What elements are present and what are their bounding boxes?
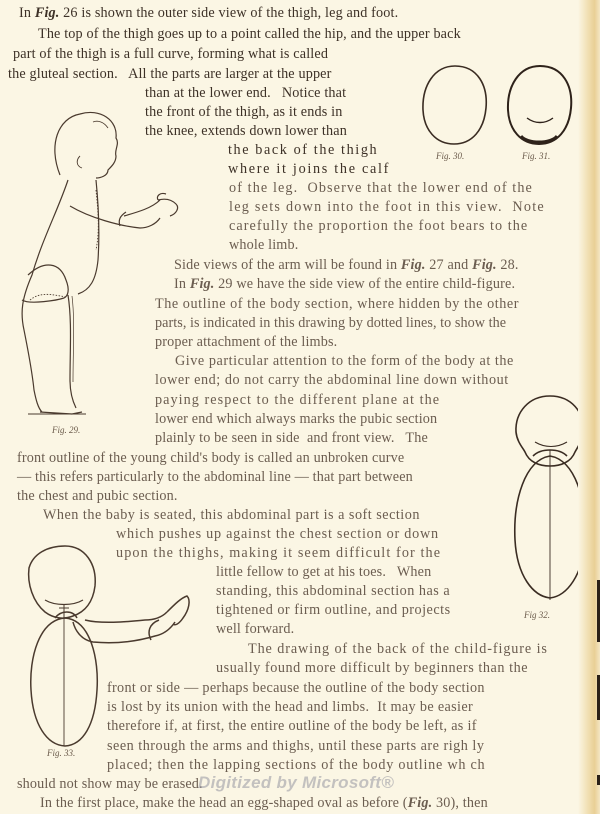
text-line-24: front outline of the young child's body is called an unbroken curve	[17, 450, 405, 466]
text-line-22: lower end which always marks the pubic section	[155, 411, 438, 427]
text-segment: 27 and	[425, 257, 473, 273]
text-line-8: the back of the thigh	[228, 142, 379, 158]
text-line-10: of the leg. Observe that the lower end of the	[229, 180, 533, 196]
text-line-1	[19, 5, 398, 22]
fig-reference: Fig.	[400, 257, 426, 273]
text-line-34: The drawing of the back of the child-figure is	[248, 641, 548, 657]
text-line-39: seen through the arms and thighs, until these parts are righ ly	[107, 738, 485, 754]
text-line-3: part of the thigh is a full curve, forming what is called	[13, 46, 329, 62]
text-line-12: carefully the proportion the foot bears to the	[229, 218, 529, 234]
text-line-28: which pushes up against the chest section or down	[116, 526, 439, 542]
fig-reference: Fig.	[34, 5, 60, 21]
text-line-17: parts, is indicated in this drawing by dotted lines, to show the	[155, 315, 507, 331]
fig-reference: Fig.	[189, 276, 215, 292]
text-line-21: paying respect to the different plane at the	[155, 392, 441, 408]
fig-30-oval-head-illustration	[420, 64, 490, 149]
text-line-19: Give particular attention to the form of the body at the	[175, 353, 514, 369]
text-segment: 26 is shown the outer side view of the thigh, leg and foot.	[59, 5, 399, 21]
text-line-23: plainly to be seen in side and front view. The	[155, 430, 428, 446]
text-line-32: tightened or firm outline, and projects	[216, 602, 451, 618]
text-line-13: whole limb.	[229, 237, 299, 253]
fig-reference: Fig.	[407, 795, 433, 811]
text-line-2: The top of the thigh goes up to a point called the hip, and the upper back	[38, 26, 461, 42]
text-line-33: well forward.	[216, 621, 295, 637]
text-line-4: the gluteal section. All the parts are larger at the upper	[8, 66, 332, 82]
text-line-7: the knee, extends down lower than	[145, 123, 347, 139]
text-line-27: When the baby is seated, this abdominal part is a soft section	[43, 507, 420, 523]
text-line-14	[174, 257, 519, 274]
text-line-11: leg sets down into the foot in this view. Note	[229, 199, 545, 215]
fig-33-back-construction-illustration	[15, 540, 225, 760]
text-line-9: where it joins the calf	[228, 161, 391, 177]
fig-30-caption: Fig. 30.	[436, 151, 465, 161]
text-line-29: upon the thighs, making it seem difficult for the	[116, 545, 442, 561]
text-line-5: than at the lower end. Notice that	[145, 85, 347, 101]
text-line-26: the chest and pubic section.	[17, 488, 178, 504]
text-segment: In	[19, 5, 35, 21]
text-line-18: proper attachment of the limbs.	[155, 334, 338, 350]
digitization-watermark: Digitized by Microsoft®	[198, 773, 395, 792]
text-segment: In	[174, 276, 190, 292]
text-line-40: placed; then the lapping sections of the body outline wh ch	[107, 757, 486, 773]
text-line-35: usually found more difficult by beginners than the	[216, 660, 529, 676]
fig-29-caption: Fig. 29.	[52, 425, 81, 435]
text-line-36: front or side — perhaps because the outline of the body section	[107, 680, 485, 696]
text-line-25: — this refers particularly to the abdominal line — that part between	[17, 469, 413, 485]
text-line-20: lower end; do not carry the abdominal line down without	[155, 372, 509, 388]
fig-31-caption: Fig. 31.	[522, 151, 551, 161]
text-line-37: is lost by its union with the head and limbs. It may be easier	[107, 699, 474, 715]
text-line-6: the front of the thigh, as it ends in	[145, 104, 343, 120]
fig-32-caption: Fig 32.	[524, 610, 550, 620]
text-segment: In the first place, make the head an egg-shaped oval as before (	[40, 795, 408, 811]
text-line-16: The outline of the body section, where hidden by the other	[155, 296, 520, 312]
text-line-30: little fellow to get at his toes. When	[216, 564, 432, 580]
text-line-41: should not show may be erased.	[17, 776, 203, 792]
fig-reference: Fig.	[472, 257, 497, 273]
fig-31-oval-head-chin-illustration	[505, 64, 575, 149]
text-segment: Side views of the arm will be found in	[174, 257, 401, 273]
text-segment: 29 we have the side view of the entire child-figure.	[214, 276, 516, 292]
text-line-42	[40, 795, 488, 812]
text-line-15	[174, 276, 515, 293]
text-line-38: therefore if, at first, the entire outline of the body be left, as if	[107, 718, 477, 734]
text-segment: 30), then	[432, 795, 488, 811]
text-line-31: standing, this abdominal section has a	[216, 583, 451, 599]
fig-29-child-side-view-illustration	[0, 100, 200, 420]
fig-33-caption: Fig. 33.	[47, 748, 76, 758]
text-segment: 28.	[496, 257, 519, 273]
